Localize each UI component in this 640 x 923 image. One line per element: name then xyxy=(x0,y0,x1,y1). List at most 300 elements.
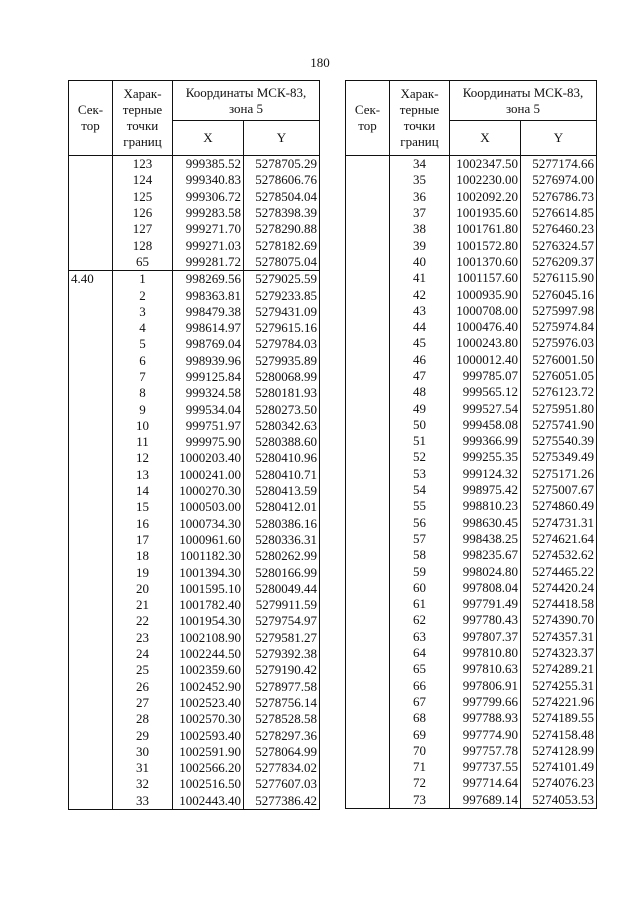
sector-cell xyxy=(346,433,390,449)
y-coordinate-cell: 5278528.58 xyxy=(244,711,320,727)
sector-cell xyxy=(69,467,113,483)
y-coordinate-cell: 5274053.53 xyxy=(521,792,597,809)
x-coordinate-cell: 997806.91 xyxy=(450,678,521,694)
point-cell: 26 xyxy=(113,679,173,695)
table-row xyxy=(69,793,320,810)
table-row xyxy=(346,482,597,498)
point-cell: 36 xyxy=(390,189,450,205)
sector-cell xyxy=(69,401,113,417)
x-coordinate-cell: 998438.25 xyxy=(450,531,521,547)
x-coordinate-cell: 999751.97 xyxy=(173,418,244,434)
y-coordinate-cell: 5274860.49 xyxy=(521,498,597,514)
x-coordinate-cell: 1000935.90 xyxy=(450,286,521,302)
y-coordinate-cell: 5275540.39 xyxy=(521,433,597,449)
table-row xyxy=(69,254,320,271)
point-cell: 45 xyxy=(390,335,450,351)
sector-cell xyxy=(346,189,390,205)
sector-cell xyxy=(69,369,113,385)
table-row xyxy=(346,759,597,775)
sector-cell xyxy=(69,744,113,760)
x-coordinate-cell: 998614.97 xyxy=(173,320,244,336)
point-cell: 59 xyxy=(390,563,450,579)
sector-cell xyxy=(346,661,390,677)
table-row xyxy=(69,467,320,483)
x-coordinate-cell: 1002516.50 xyxy=(173,776,244,792)
x-coordinate-cell: 1002593.40 xyxy=(173,727,244,743)
sector-cell xyxy=(346,482,390,498)
table-row xyxy=(69,237,320,253)
x-coordinate-cell: 1000203.40 xyxy=(173,450,244,466)
sector-cell xyxy=(69,597,113,613)
table-row xyxy=(69,189,320,205)
sector-cell xyxy=(346,335,390,351)
point-cell: 60 xyxy=(390,580,450,596)
y-coordinate-cell: 5274420.24 xyxy=(521,580,597,596)
x-coordinate-cell: 999306.72 xyxy=(173,189,244,205)
sector-cell xyxy=(346,417,390,433)
point-cell: 44 xyxy=(390,319,450,335)
x-coordinate-cell: 999283.58 xyxy=(173,205,244,221)
x-coordinate-cell: 1002591.90 xyxy=(173,744,244,760)
sector-cell xyxy=(69,776,113,792)
point-cell: 33 xyxy=(113,793,173,810)
point-cell: 65 xyxy=(390,661,450,677)
point-cell: 30 xyxy=(113,744,173,760)
table-body xyxy=(69,156,320,810)
point-cell: 126 xyxy=(113,205,173,221)
y-coordinate-cell: 5279392.38 xyxy=(244,646,320,662)
sector-cell xyxy=(346,156,390,173)
sector-cell xyxy=(346,612,390,628)
coordinates-table-left xyxy=(68,80,320,810)
table-row xyxy=(69,172,320,188)
sector-cell xyxy=(69,434,113,450)
sector-cell xyxy=(346,368,390,384)
sector-cell xyxy=(346,710,390,726)
x-coordinate-cell: 997788.93 xyxy=(450,710,521,726)
x-coordinate-cell: 1000503.00 xyxy=(173,499,244,515)
table-row xyxy=(346,400,597,416)
table-row xyxy=(69,532,320,548)
sector-cell xyxy=(346,270,390,286)
sector-cell xyxy=(69,450,113,466)
table-row xyxy=(346,172,597,188)
y-coordinate-cell: 5280342.63 xyxy=(244,418,320,434)
y-coordinate-cell: 5278297.36 xyxy=(244,727,320,743)
y-coordinate-cell: 5278606.76 xyxy=(244,172,320,188)
point-cell: 37 xyxy=(390,205,450,221)
x-coordinate-cell: 997757.78 xyxy=(450,743,521,759)
point-cell: 48 xyxy=(390,384,450,400)
table-body xyxy=(346,156,597,809)
table-row xyxy=(69,679,320,695)
y-coordinate-cell: 5276123.72 xyxy=(521,384,597,400)
x-coordinate-cell: 998479.38 xyxy=(173,304,244,320)
sector-cell xyxy=(69,237,113,253)
point-cell: 123 xyxy=(113,156,173,173)
table-row xyxy=(346,254,597,270)
y-coordinate-cell: 5274289.21 xyxy=(521,661,597,677)
y-coordinate-cell: 5277174.66 xyxy=(521,156,597,173)
x-coordinate-cell: 997737.55 xyxy=(450,759,521,775)
y-coordinate-cell: 5279431.09 xyxy=(244,304,320,320)
table-row xyxy=(346,384,597,400)
point-cell: 18 xyxy=(113,548,173,564)
x-coordinate-cell: 997774.90 xyxy=(450,726,521,742)
x-coordinate-cell: 998024.80 xyxy=(450,563,521,579)
y-coordinate-cell: 5279190.42 xyxy=(244,662,320,678)
y-coordinate-cell: 5278504.04 xyxy=(244,189,320,205)
table-row xyxy=(346,563,597,579)
y-coordinate-cell: 5279784.03 xyxy=(244,336,320,352)
point-cell: 31 xyxy=(113,760,173,776)
y-coordinate-cell: 5280273.50 xyxy=(244,401,320,417)
x-coordinate-cell: 998769.04 xyxy=(173,336,244,352)
x-coordinate-cell: 997808.04 xyxy=(450,580,521,596)
header-points: Харак-терные точки границ xyxy=(113,81,173,156)
y-coordinate-cell: 5276786.73 xyxy=(521,189,597,205)
table-row xyxy=(69,221,320,237)
sector-cell xyxy=(346,792,390,809)
y-coordinate-cell: 5275951.80 xyxy=(521,400,597,416)
point-cell: 72 xyxy=(390,775,450,791)
table-row xyxy=(346,237,597,253)
table-row xyxy=(69,450,320,466)
point-cell: 57 xyxy=(390,531,450,547)
y-coordinate-cell: 5280410.96 xyxy=(244,450,320,466)
y-coordinate-cell: 5274731.31 xyxy=(521,515,597,531)
point-cell: 11 xyxy=(113,434,173,450)
point-cell: 66 xyxy=(390,678,450,694)
x-coordinate-cell: 999975.90 xyxy=(173,434,244,450)
y-coordinate-cell: 5280049.44 xyxy=(244,581,320,597)
x-coordinate-cell: 1000708.00 xyxy=(450,303,521,319)
point-cell: 4 xyxy=(113,320,173,336)
table-row xyxy=(69,695,320,711)
sector-cell xyxy=(346,237,390,253)
table-row xyxy=(346,547,597,563)
table-row xyxy=(69,711,320,727)
point-cell: 70 xyxy=(390,743,450,759)
table-row xyxy=(346,710,597,726)
y-coordinate-cell: 5278705.29 xyxy=(244,156,320,173)
x-coordinate-cell: 998363.81 xyxy=(173,287,244,303)
x-coordinate-cell: 1002230.00 xyxy=(450,172,521,188)
y-coordinate-cell: 5279581.27 xyxy=(244,630,320,646)
sector-cell xyxy=(69,727,113,743)
table-row xyxy=(346,661,597,677)
x-coordinate-cell: 999124.32 xyxy=(450,466,521,482)
x-coordinate-cell: 1000476.40 xyxy=(450,319,521,335)
x-coordinate-cell: 1000961.60 xyxy=(173,532,244,548)
point-cell: 73 xyxy=(390,792,450,809)
x-coordinate-cell: 1002566.20 xyxy=(173,760,244,776)
x-coordinate-cell: 997807.37 xyxy=(450,629,521,645)
x-coordinate-cell: 999458.08 xyxy=(450,417,521,433)
table-row xyxy=(69,434,320,450)
x-coordinate-cell: 1002347.50 xyxy=(450,156,521,173)
table-row xyxy=(69,597,320,613)
table-row xyxy=(346,515,597,531)
x-coordinate-cell: 999324.58 xyxy=(173,385,244,401)
point-cell: 61 xyxy=(390,596,450,612)
point-cell: 2 xyxy=(113,287,173,303)
point-cell: 19 xyxy=(113,564,173,580)
sector-cell xyxy=(69,156,113,173)
point-cell: 69 xyxy=(390,726,450,742)
page-number: 180 xyxy=(310,55,330,70)
x-coordinate-cell: 997689.14 xyxy=(450,792,521,809)
point-cell: 53 xyxy=(390,466,450,482)
point-cell: 20 xyxy=(113,581,173,597)
x-coordinate-cell: 1002570.30 xyxy=(173,711,244,727)
table-row xyxy=(69,287,320,303)
sector-cell xyxy=(69,695,113,711)
x-coordinate-cell: 1002244.50 xyxy=(173,646,244,662)
sector-cell xyxy=(69,353,113,369)
y-coordinate-cell: 5274221.96 xyxy=(521,694,597,710)
sector-cell xyxy=(346,319,390,335)
point-cell: 51 xyxy=(390,433,450,449)
sector-cell xyxy=(346,678,390,694)
y-coordinate-cell: 5279935.89 xyxy=(244,353,320,369)
y-coordinate-cell: 5275171.26 xyxy=(521,466,597,482)
y-coordinate-cell: 5274418.58 xyxy=(521,596,597,612)
y-coordinate-cell: 5276974.00 xyxy=(521,172,597,188)
point-cell: 35 xyxy=(390,172,450,188)
x-coordinate-cell: 1002452.90 xyxy=(173,679,244,695)
y-coordinate-cell: 5280388.60 xyxy=(244,434,320,450)
point-cell: 65 xyxy=(113,254,173,271)
x-coordinate-cell: 998939.96 xyxy=(173,353,244,369)
table-row xyxy=(69,613,320,629)
table-row xyxy=(69,401,320,417)
point-cell: 10 xyxy=(113,418,173,434)
y-coordinate-cell: 5278075.04 xyxy=(244,254,320,271)
y-coordinate-cell: 5280336.31 xyxy=(244,532,320,548)
header-coords: Координаты МСК-83, зона 5 xyxy=(173,81,320,121)
point-cell: 127 xyxy=(113,221,173,237)
x-coordinate-cell: 999534.04 xyxy=(173,401,244,417)
table-row xyxy=(346,775,597,791)
table-row xyxy=(69,646,320,662)
sector-cell xyxy=(346,466,390,482)
y-coordinate-cell: 5280166.99 xyxy=(244,564,320,580)
x-coordinate-cell: 1000241.00 xyxy=(173,467,244,483)
point-cell: 54 xyxy=(390,482,450,498)
point-cell: 15 xyxy=(113,499,173,515)
table-row xyxy=(346,352,597,368)
table-row xyxy=(69,516,320,532)
y-coordinate-cell: 5274128.99 xyxy=(521,743,597,759)
sector-cell xyxy=(346,531,390,547)
sector-cell xyxy=(69,679,113,695)
point-cell: 63 xyxy=(390,629,450,645)
x-coordinate-cell: 1000012.40 xyxy=(450,352,521,368)
table-row xyxy=(346,270,597,286)
table-row xyxy=(69,320,320,336)
table-row xyxy=(69,336,320,352)
table-row xyxy=(346,449,597,465)
sector-cell xyxy=(69,221,113,237)
sector-cell xyxy=(346,547,390,563)
point-cell: 22 xyxy=(113,613,173,629)
y-coordinate-cell: 5280413.59 xyxy=(244,483,320,499)
y-coordinate-cell: 5274532.62 xyxy=(521,547,597,563)
x-coordinate-cell: 998810.23 xyxy=(450,498,521,514)
y-coordinate-cell: 5280181.93 xyxy=(244,385,320,401)
sector-cell xyxy=(346,449,390,465)
sector-cell xyxy=(69,613,113,629)
y-coordinate-cell: 5274323.37 xyxy=(521,645,597,661)
y-coordinate-cell: 5279615.16 xyxy=(244,320,320,336)
point-cell: 42 xyxy=(390,286,450,302)
table-row xyxy=(346,156,597,173)
y-coordinate-cell: 5276001.50 xyxy=(521,352,597,368)
x-coordinate-cell: 998630.45 xyxy=(450,515,521,531)
table-row xyxy=(346,417,597,433)
y-coordinate-cell: 5278398.39 xyxy=(244,205,320,221)
point-cell: 128 xyxy=(113,237,173,253)
point-cell: 3 xyxy=(113,304,173,320)
x-coordinate-cell: 997791.49 xyxy=(450,596,521,612)
point-cell: 13 xyxy=(113,467,173,483)
point-cell: 5 xyxy=(113,336,173,352)
y-coordinate-cell: 5276051.05 xyxy=(521,368,597,384)
sector-cell: 4.40 xyxy=(69,271,113,288)
y-coordinate-cell: 5276209.37 xyxy=(521,254,597,270)
point-cell: 6 xyxy=(113,353,173,369)
table-row xyxy=(346,678,597,694)
y-coordinate-cell: 5274357.31 xyxy=(521,629,597,645)
sector-cell xyxy=(346,759,390,775)
x-coordinate-cell: 1001761.80 xyxy=(450,221,521,237)
point-cell: 24 xyxy=(113,646,173,662)
table-row xyxy=(346,726,597,742)
sector-cell xyxy=(346,286,390,302)
y-coordinate-cell: 5279025.59 xyxy=(244,271,320,288)
y-coordinate-cell: 5277386.42 xyxy=(244,793,320,810)
y-coordinate-cell: 5280262.99 xyxy=(244,548,320,564)
x-coordinate-cell: 999271.70 xyxy=(173,221,244,237)
sector-cell xyxy=(69,516,113,532)
y-coordinate-cell: 5274390.70 xyxy=(521,612,597,628)
sector-cell xyxy=(69,548,113,564)
y-coordinate-cell: 5276324.57 xyxy=(521,237,597,253)
point-cell: 55 xyxy=(390,498,450,514)
x-coordinate-cell: 999785.07 xyxy=(450,368,521,384)
header-x: X xyxy=(450,121,521,156)
table-row xyxy=(346,792,597,809)
x-coordinate-cell: 997714.64 xyxy=(450,775,521,791)
table-row xyxy=(69,369,320,385)
coordinates-table-right xyxy=(345,80,597,809)
sector-cell xyxy=(346,515,390,531)
sector-cell xyxy=(69,254,113,271)
x-coordinate-cell: 999125.84 xyxy=(173,369,244,385)
table-row xyxy=(346,645,597,661)
sector-cell xyxy=(69,172,113,188)
point-cell: 62 xyxy=(390,612,450,628)
table-row xyxy=(69,776,320,792)
y-coordinate-cell: 5274158.48 xyxy=(521,726,597,742)
sector-cell xyxy=(69,287,113,303)
table-row xyxy=(69,581,320,597)
point-cell: 28 xyxy=(113,711,173,727)
y-coordinate-cell: 5278064.99 xyxy=(244,744,320,760)
table-row xyxy=(346,335,597,351)
table-row xyxy=(346,189,597,205)
y-coordinate-cell: 5274189.55 xyxy=(521,710,597,726)
x-coordinate-cell: 1001954.30 xyxy=(173,613,244,629)
sector-cell xyxy=(346,400,390,416)
y-coordinate-cell: 5274255.31 xyxy=(521,678,597,694)
x-coordinate-cell: 999565.12 xyxy=(450,384,521,400)
y-coordinate-cell: 5275976.03 xyxy=(521,335,597,351)
table-row xyxy=(69,271,320,288)
point-cell: 50 xyxy=(390,417,450,433)
sector-cell xyxy=(69,711,113,727)
x-coordinate-cell: 999385.52 xyxy=(173,156,244,173)
x-coordinate-cell: 1001370.60 xyxy=(450,254,521,270)
point-cell: 40 xyxy=(390,254,450,270)
table-row xyxy=(69,353,320,369)
point-cell: 17 xyxy=(113,532,173,548)
y-coordinate-cell: 5274621.64 xyxy=(521,531,597,547)
point-cell: 21 xyxy=(113,597,173,613)
table-row xyxy=(69,385,320,401)
point-cell: 8 xyxy=(113,385,173,401)
header-y: Y xyxy=(244,121,320,156)
y-coordinate-cell: 5276460.23 xyxy=(521,221,597,237)
y-coordinate-cell: 5278756.14 xyxy=(244,695,320,711)
y-coordinate-cell: 5275349.49 xyxy=(521,449,597,465)
table-row xyxy=(69,760,320,776)
y-coordinate-cell: 5274465.22 xyxy=(521,563,597,579)
sector-cell xyxy=(346,221,390,237)
sector-cell xyxy=(69,564,113,580)
table-row xyxy=(346,303,597,319)
table-row xyxy=(346,466,597,482)
y-coordinate-cell: 5278290.88 xyxy=(244,221,320,237)
y-coordinate-cell: 5279911.59 xyxy=(244,597,320,613)
table-row xyxy=(346,319,597,335)
table-row xyxy=(69,564,320,580)
point-cell: 124 xyxy=(113,172,173,188)
header-x: X xyxy=(173,121,244,156)
y-coordinate-cell: 5276045.16 xyxy=(521,286,597,302)
sector-cell xyxy=(346,645,390,661)
sector-cell xyxy=(346,254,390,270)
point-cell: 49 xyxy=(390,400,450,416)
x-coordinate-cell: 997799.66 xyxy=(450,694,521,710)
point-cell: 29 xyxy=(113,727,173,743)
point-cell: 56 xyxy=(390,515,450,531)
sector-cell xyxy=(69,304,113,320)
x-coordinate-cell: 999255.35 xyxy=(450,449,521,465)
sector-cell xyxy=(69,205,113,221)
x-coordinate-cell: 1001182.30 xyxy=(173,548,244,564)
sector-cell xyxy=(346,775,390,791)
x-coordinate-cell: 1002092.20 xyxy=(450,189,521,205)
point-cell: 7 xyxy=(113,369,173,385)
point-cell: 1 xyxy=(113,271,173,288)
y-coordinate-cell: 5279754.97 xyxy=(244,613,320,629)
y-coordinate-cell: 5278977.58 xyxy=(244,679,320,695)
sector-cell xyxy=(346,563,390,579)
sector-cell xyxy=(69,483,113,499)
table-row xyxy=(69,630,320,646)
